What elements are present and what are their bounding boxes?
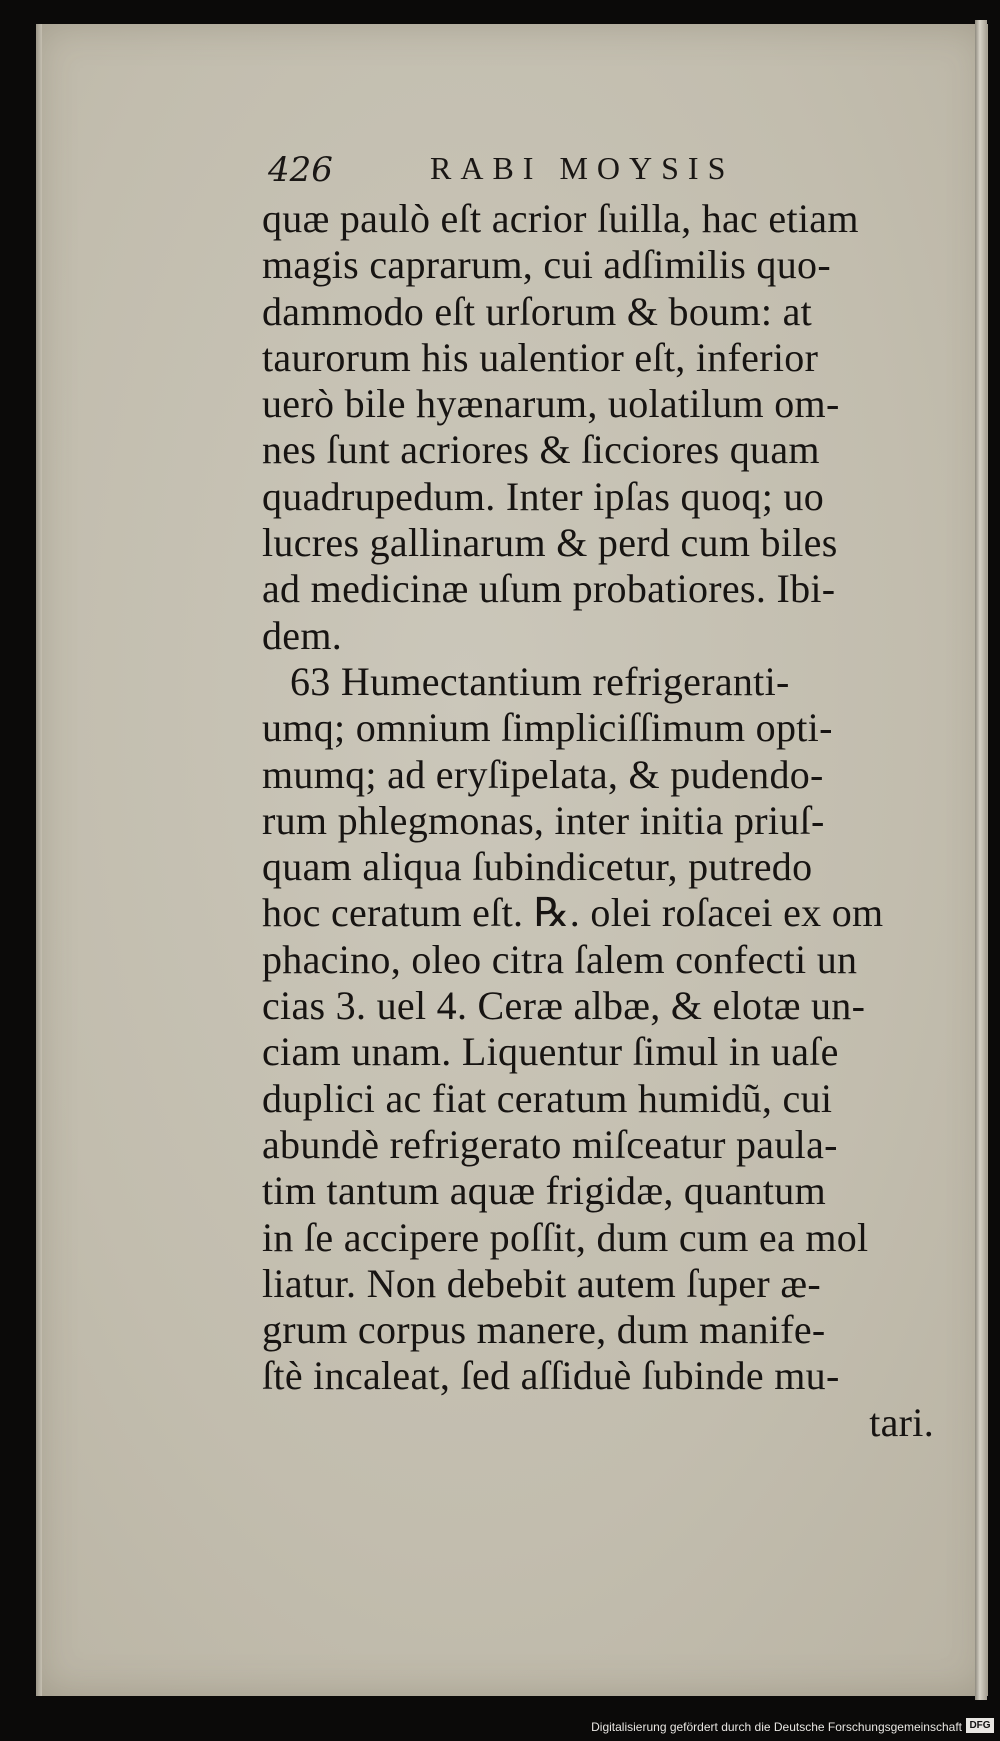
text-line: grum corpus manere, dum manife- [262,1307,826,1353]
text-line: magis caprarum, cui adſimilis quo- [262,242,831,288]
footer-bar [0,1712,1000,1741]
page-number: 426 [268,150,333,190]
text-line: rum phlegmonas, inter initia priuſ- [262,797,825,843]
funding-credit: Digitalisierung gefördert durch die Deutsche Forschungsgemeinschaft [591,1720,962,1734]
text-line: in ſe accipere poſſit, dum cum ea mol [262,1214,869,1260]
text-line: tim tantum aquæ frigidæ, quantum [262,1168,826,1214]
text-line: taurorum his ualentior eſt, inferior [262,334,819,380]
dfg-logo: DFG [966,1718,994,1733]
text-line: quadrupedum. Inter ipſas quoq; uo [262,473,825,519]
text-line: lucres gallinarum & perd cum biles [262,520,838,566]
text-line: dammodo eſt urſorum & boum: at [262,288,813,334]
text-line: dem. [262,612,343,658]
text-line: ciam unam. Liquentur ſimul in uaſe [262,1029,839,1075]
page-header [268,150,768,190]
catchword: tari. [869,1399,934,1445]
text-line: ad medicinæ uſum probatiores. Ibi- [262,566,836,612]
text-line: 63 Humectantium refrigeranti- [290,658,790,704]
text-line: phacino, oleo citra ſalem confecti un [262,936,858,982]
text-line: abundè refrigerato miſceatur paula- [262,1121,838,1167]
text-line: umq; omnium ſimpliciſſimum opti- [262,705,833,751]
text-line: duplici ac fiat ceratum humidũ, cui [262,1075,833,1121]
text-line: quam aliqua ſubindicetur, putredo [262,844,813,890]
page-left-edge [36,24,42,1696]
text-line: liatur. Non debebit autem ſuper æ- [262,1260,821,1306]
text-line: quæ paulò eſt acrior ſuilla, hac etiam [262,196,859,241]
text-line: uerò bile hyænarum, uolatilum om- [262,381,840,427]
text-line: hoc ceratum eſt. ℞. olei roſacei ex om [262,890,884,936]
running-head: RABI MOYSIS [430,150,735,186]
body-text [262,196,942,1446]
page-right-edge [975,20,987,1700]
text-line: cias 3. uel 4. Ceræ albæ, & elotæ un- [262,983,866,1029]
text-line: ſtè incaleat, ſed aſſiduè ſubinde mu- [262,1353,840,1399]
text-line: mumq; ad eryſipelata, & pudendo- [262,751,824,797]
text-line: nes ſunt acriores & ſicciores quam [262,427,820,473]
